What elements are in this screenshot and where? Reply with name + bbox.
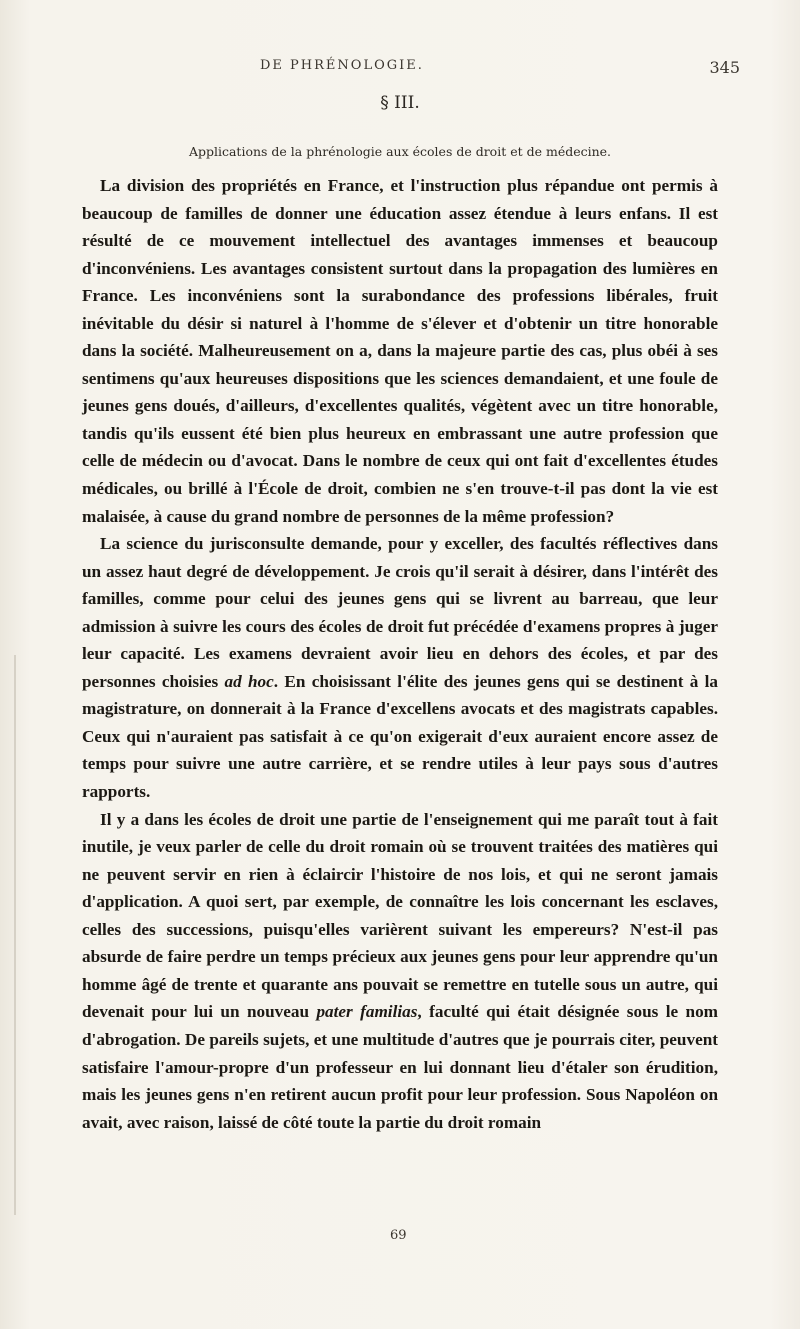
paragraph-2 <box>82 530 718 805</box>
paragraph-2-emphasis: ad hoc <box>224 671 274 691</box>
body-text <box>82 172 718 1136</box>
page-edge-shadow <box>14 655 16 1215</box>
paragraph-2-text-a: La science du jurisconsulte demande, pour y exceller, des facultés réflectives dans un assez haut degré de développement. Je crois qu'il serait à désirer, dans l'intérêt des familles, comme pour celui des jeunes gens qui se livrent au barreau, que leur admission à suivre les cours des écoles de droit fut précédée d'examens propres à juger leur capacité. Les examens devraient avoir lieu en dehors des écoles, et par des personnes choisies <box>82 534 718 691</box>
paragraph-3-text-b: , faculté qui était désignée sous le nom d'abrogation. De pareils sujets, et une multitude d'autres que je pourrais citer, peuvent satisfaire l'amour-propre d'un professeur en lui donnant lieu d'étaler son érudition, mais les jeunes gens n'en retirent aucun profit pour leur profession. Sous Napoléon on avait, avec raison, laissé de côté toute la partie du droit romain <box>82 1002 718 1132</box>
page-number: 345 <box>709 58 740 77</box>
paragraph-3-emphasis: pater familias <box>316 1002 418 1022</box>
running-title: DE PHRÉNOLOGIE. <box>260 58 424 73</box>
paragraph-1-text: La division des propriétés en France, et l'instruction plus répandue ont permis à beaucoup de familles de donner une éducation assez étendue à leurs enfans. Il est résulté de ce mouvement intellectuel des avantages immenses et beaucoup d'inconvéniens. Les avantages consistent surtout dans la propagation des lumières en France. Les inconvéniens sont la surabondance des professions libérales, fruit inévitable du désir si naturel à l'homme de s'élever et d'obtenir un titre honorable dans la société. Malheureusement on a, dans la majeure partie des cas, plus obéi à ses sentimens qu'aux heureuses dispositions que les sciences demandaient, et une foule de jeunes gens doués, d'ailleurs, d'excellentes qualités, végètent avec un titre honorable, tandis qu'ils eussent été bien plus heureux en embrassant une autre profession que celle de médecin ou d'avocat. Dans le nombre de ceux qui ont fait d'excellentes études médicales, ou brillé à l'École de droit, combien ne s'en trouve-t-il pas dont la vie est malaisée, à cause du grand nombre de personnes de la même profession? <box>82 176 718 526</box>
paragraph-3-text-a: Il y a dans les écoles de droit une partie de l'enseignement qui me paraît tout à fait inutile, je veux parler de celle du droit romain où se trouvent traitées des matières qui ne peuvent servir en rien à éclaircir l'histoire de nos lois, et qui ne seront jamais d'application. A quoi sert, par exemple, de connaître les lois concernant les esclaves, celles des successions, puisqu'elles varièrent suivant les empereurs? N'est-il pas absurde de faire perdre un temps précieux aux jeunes gens pour leur apprendre qu'un homme âgé de trente et quarante ans pouvait se remettre en tutelle sous un autre, qui devenait pour lui un nouveau <box>82 809 718 1022</box>
signature-mark: 69 <box>390 1228 407 1243</box>
paragraph-1 <box>82 172 718 530</box>
running-head <box>0 58 800 82</box>
section-heading: § III. <box>380 93 420 113</box>
paragraph-3 <box>82 806 718 1137</box>
paragraph-2-text-b: . En choisissant l'élite des jeunes gens qui se destinent à la magistrature, on donnerait à la France d'excellens avocats et des magistrats capables. Ceux qui n'auraient pas satisfait à ce qu'on exigerait d'eux auraient encore assez de temps pour suivre une autre carrière, et se rendre utiles à leur pays sous d'autres rapports. <box>82 671 719 802</box>
section-subtitle: Applications de la phrénologie aux écoles de droit et de médecine. <box>188 144 612 159</box>
